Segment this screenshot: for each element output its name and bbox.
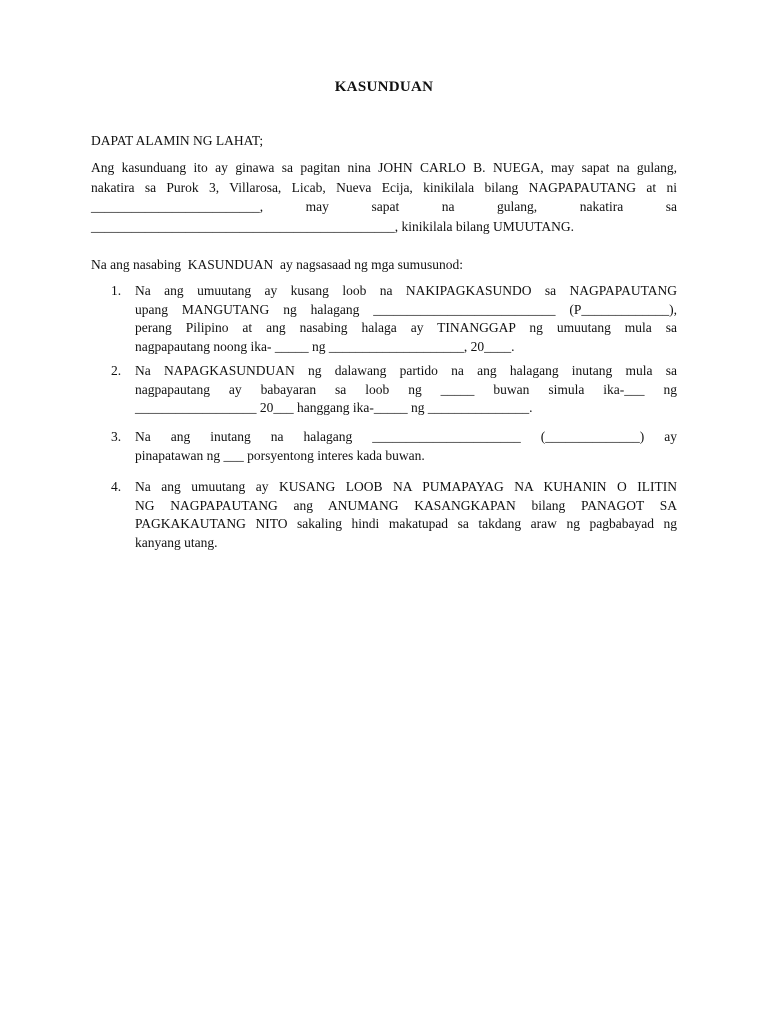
list-item-line: kanyang utang. bbox=[135, 534, 218, 550]
intro-line: _________________________, may sapat na gulang, nakatira sa bbox=[91, 199, 677, 214]
intro-line: nakatira sa Purok 3, Villarosa, Licab, Nueva Ecija, kinikilala bilang NAGPAPAUTANG at ni bbox=[91, 179, 677, 195]
list-item-line: Na NAPAGKASUNDUAN ng dalawang partido na ang halagang inutang mula sa bbox=[135, 363, 677, 378]
list-item-number: 4. bbox=[111, 479, 122, 494]
list-item-body bbox=[135, 428, 677, 465]
list-item-line: PAGKAKAUTANG NITO sakaling hindi makatupad sa takdang araw ng pagbabayad ng bbox=[135, 516, 677, 531]
list-item-line: __________________ 20___ hanggang ika-_____ ng _______________. bbox=[135, 400, 533, 415]
list-item-line: nagpapautang noong ika- _____ ng ____________________, 20____. bbox=[135, 338, 515, 354]
intro-line: Ang kasunduang ito ay ginawa sa pagitan nina JOHN CARLO B. NUEGA, may sapat na gulang, bbox=[91, 160, 677, 175]
list-item-line: Na ang inutang na halagang ______________________ (______________) ay bbox=[135, 429, 677, 444]
list-item-line: Na ang umuutang ay KUSANG LOOB NA PUMAPAYAG NA KUHANIN O ILITIN bbox=[135, 479, 677, 494]
document-title: KASUNDUAN bbox=[334, 79, 434, 95]
list-item-number: 3. bbox=[111, 429, 122, 444]
list-item-line: perang Pilipino at ang nasabing halaga ay TINANGGAP ng umuutang mula sa bbox=[135, 320, 677, 335]
list-item-line: NG NAGPAPAUTANG ang ANUMANG KASANGKAPAN bilang PANAGOT SA bbox=[135, 497, 677, 513]
list-item-line: pinapatawan ng ___ porsyentong interes kada buwan. bbox=[135, 447, 425, 463]
salutation: DAPAT ALAMIN NG LAHAT; bbox=[91, 133, 264, 148]
list-item-body bbox=[135, 282, 677, 356]
list-item-number: 1. bbox=[111, 283, 122, 298]
list-item-line: upang MANGUTANG ng halagang ___________________________ (P_____________), bbox=[135, 301, 677, 317]
list-item-body bbox=[135, 362, 677, 418]
list-item-line: nagpapautang ay babayaran sa loob ng _____ buwan simula ika-___ ng bbox=[135, 381, 677, 397]
list-item-line: Na ang umuutang ay kusang loob na NAKIPAGKASUNDO sa NAGPAPAUTANG bbox=[135, 283, 677, 298]
list-item-body bbox=[135, 478, 677, 552]
list-item-number: 2. bbox=[111, 363, 122, 378]
lead-in-text: Na ang nasabing KASUNDUAN ay nagsasaad ng mga sumusunod: bbox=[91, 257, 463, 272]
intro-paragraph bbox=[91, 158, 677, 236]
intro-line: _____________________________________________, kinikilala bilang UMUUTANG. bbox=[91, 218, 575, 234]
